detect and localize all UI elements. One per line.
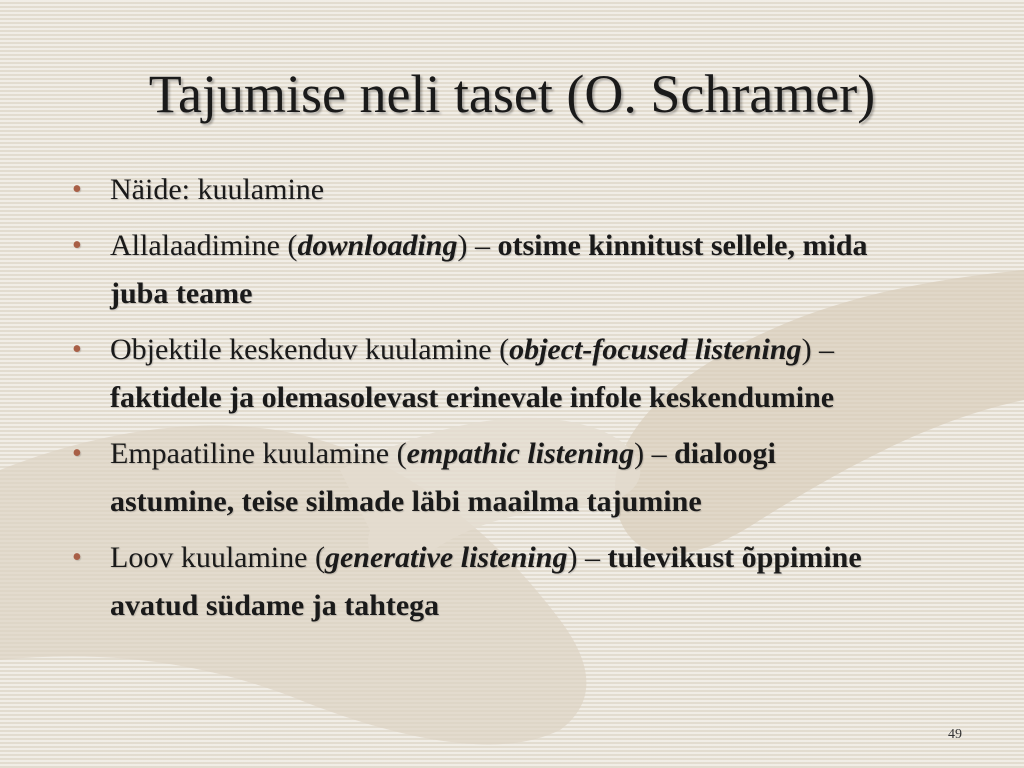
bullet-punctuation: ) – bbox=[801, 333, 835, 366]
bullet-text: Näide: kuulamine bbox=[110, 173, 325, 206]
bullet-marker: • bbox=[72, 542, 82, 573]
bullet-text: Empaatiline kuulamine ( bbox=[110, 437, 407, 470]
bullet-item bbox=[72, 430, 902, 526]
bullet-text: Loov kuulamine ( bbox=[110, 541, 325, 574]
bullet-punctuation: ) – bbox=[457, 229, 490, 262]
english-term: empathic listening bbox=[406, 437, 635, 470]
english-term: generative listening bbox=[324, 541, 568, 574]
slide-title: Tajumise neli taset (O. Schramer) bbox=[148, 64, 876, 124]
bullet-description: otsime kinnitust sellele, mida juba teame bbox=[110, 229, 868, 310]
bullet-marker: • bbox=[72, 334, 82, 365]
english-term: object-focused listening bbox=[509, 333, 802, 366]
bullet-item bbox=[72, 534, 902, 630]
bullet-item bbox=[72, 222, 902, 318]
bullet-marker: • bbox=[72, 438, 82, 469]
bullet-punctuation: ) – bbox=[567, 541, 600, 574]
bullet-item bbox=[72, 166, 902, 214]
bullet-text: Allalaadimine ( bbox=[110, 229, 298, 262]
bullet-text: Objektile keskenduv kuulamine ( bbox=[110, 333, 510, 366]
bullet-description: dialoogi astumine, teise silmade läbi maailma tajumine bbox=[110, 437, 776, 518]
bullet-marker: • bbox=[72, 230, 82, 261]
bullet-description: tulevikust õppimine avatud südame ja tahtega bbox=[110, 541, 862, 622]
bullet-list bbox=[72, 166, 902, 638]
bullet-punctuation: ) – bbox=[634, 437, 667, 470]
bullet-item bbox=[72, 326, 902, 422]
english-term: downloading bbox=[297, 229, 458, 262]
bullet-marker: • bbox=[72, 174, 82, 205]
page-number: 49 bbox=[948, 727, 962, 742]
bullet-description: faktidele ja olemasolevast erinevale infole keskendumine bbox=[110, 381, 835, 414]
